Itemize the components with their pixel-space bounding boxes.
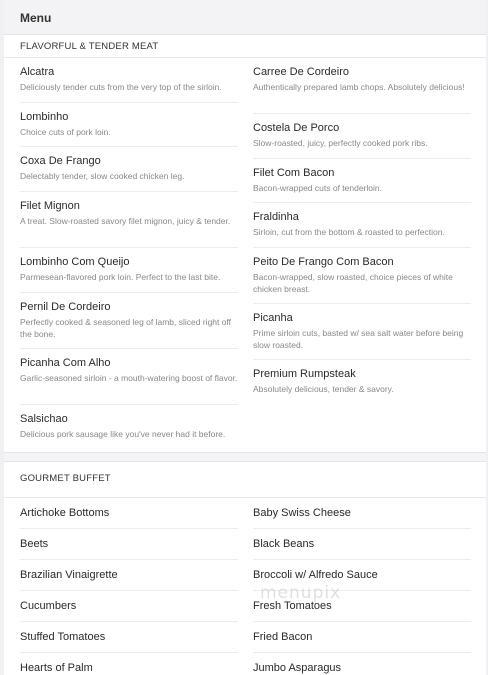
item-name: Alcatra xyxy=(20,66,55,78)
item-name: Lombinho xyxy=(20,111,69,123)
section-title: GOURMET BUFFET xyxy=(4,462,486,498)
item-name: Cucumbers xyxy=(20,600,77,612)
page-title: Menu xyxy=(20,11,52,25)
item-description: Bacon-wrapped cuts of tenderloin. xyxy=(253,183,382,193)
item-description: Authentically prepared lamb chops. Absolutely delicious! xyxy=(253,82,465,92)
item-description: Prime sirloin cuts, basted w/ sea salt water before being slow roasted. xyxy=(253,328,464,350)
item-name: Picanha xyxy=(253,312,293,324)
menu-item[interactable] xyxy=(20,529,238,560)
item-description: Absolutely delicious, tender & savory. xyxy=(253,384,394,394)
item-description: Delicious pork sausage like you've never had it before. xyxy=(20,429,226,439)
item-name: Coxa De Frango xyxy=(20,155,101,167)
item-name: Brazilian Vinaigrette xyxy=(20,569,118,581)
item-name: Broccoli w/ Alfredo Sauce xyxy=(253,569,378,581)
menu-item[interactable] xyxy=(253,498,471,529)
item-name: Artichoke Bottoms xyxy=(20,507,110,519)
item-name: Fried Bacon xyxy=(253,631,313,643)
item-name: Hearts of Palm xyxy=(20,662,93,674)
section-buffet xyxy=(4,461,486,675)
item-name: Picanha Com Alho xyxy=(20,357,111,369)
item-description: Delectably tender, slow cooked chicken leg. xyxy=(20,171,185,181)
item-description: Deliciously tender cuts from the very top of the sirloin. xyxy=(20,82,222,92)
item-name: Baby Swiss Cheese xyxy=(253,507,351,519)
menu-item[interactable] xyxy=(20,349,238,405)
section-title: FLAVORFUL & TENDER MEAT xyxy=(4,35,486,58)
item-description: Garlic-seasoned sirloin - a mouth-watering boost of flavor. xyxy=(20,373,238,383)
item-name: Black Beans xyxy=(253,538,315,550)
item-name: Filet Com Bacon xyxy=(253,167,335,179)
item-name: Carree De Cordeiro xyxy=(253,66,349,78)
item-name: Fraldinha xyxy=(253,211,299,223)
item-description: Choice cuts of pork loin. xyxy=(20,127,111,137)
item-description: A treat. Slow-roasted savory filet mignon, juicy & tender. xyxy=(20,216,231,226)
menu-item[interactable] xyxy=(253,203,471,248)
menu-page xyxy=(4,0,486,675)
left-column xyxy=(20,498,238,675)
section-meat xyxy=(4,35,486,453)
menu-item[interactable] xyxy=(20,192,238,248)
menu-item[interactable] xyxy=(253,653,471,675)
menu-item[interactable] xyxy=(20,498,238,529)
menu-item[interactable] xyxy=(20,405,238,452)
menu-item[interactable] xyxy=(253,114,471,159)
menu-item[interactable] xyxy=(20,591,238,622)
item-description: Parmesean-flavored pork loin. Perfect to the last bite. xyxy=(20,272,221,282)
left-column xyxy=(20,58,238,452)
menu-item[interactable] xyxy=(20,248,238,293)
item-name: Filet Mignon xyxy=(20,200,80,212)
item-name: Pernil De Cordeiro xyxy=(20,301,111,313)
menu-item[interactable] xyxy=(20,622,238,653)
menu-item[interactable] xyxy=(253,622,471,653)
item-name: Premium Rumpsteak xyxy=(253,368,356,380)
item-name: Fresh Tomatoes xyxy=(253,600,332,612)
item-description: Slow-roasted, juicy, perfectly cooked pork ribs. xyxy=(253,138,428,148)
menu-item[interactable] xyxy=(20,653,238,675)
menu-item[interactable] xyxy=(253,304,471,360)
item-name: Costela De Porco xyxy=(253,122,340,134)
menu-item[interactable] xyxy=(20,147,238,192)
item-name: Beets xyxy=(20,538,49,550)
menu-item[interactable] xyxy=(253,248,471,304)
menu-item[interactable] xyxy=(253,529,471,560)
item-description: Bacon-wrapped, slow roasted, choice pieces of white chicken breast. xyxy=(253,272,453,294)
menu-item[interactable] xyxy=(20,58,238,103)
menu-item[interactable] xyxy=(253,58,471,114)
menu-item[interactable] xyxy=(20,103,238,147)
item-name: Stuffed Tomatoes xyxy=(20,631,106,643)
item-description: Sirloin, cut from the bottom & roasted to perfection. xyxy=(253,227,445,237)
menu-item[interactable] xyxy=(20,293,238,349)
item-name: Lombinho Com Queijo xyxy=(20,256,130,268)
menu-item[interactable] xyxy=(20,560,238,591)
item-name: Jumbo Asparagus xyxy=(253,662,342,674)
menu-header xyxy=(4,0,486,35)
menu-item[interactable] xyxy=(253,360,471,405)
item-name: Salsichao xyxy=(20,413,68,425)
watermark: menupix xyxy=(260,583,342,603)
item-name: Peito De Frango Com Bacon xyxy=(253,256,394,268)
item-description: Perfectly cooked & seasoned leg of lamb, sliced right off the bone. xyxy=(20,317,232,339)
right-column xyxy=(253,58,471,452)
menu-item[interactable] xyxy=(253,159,471,203)
